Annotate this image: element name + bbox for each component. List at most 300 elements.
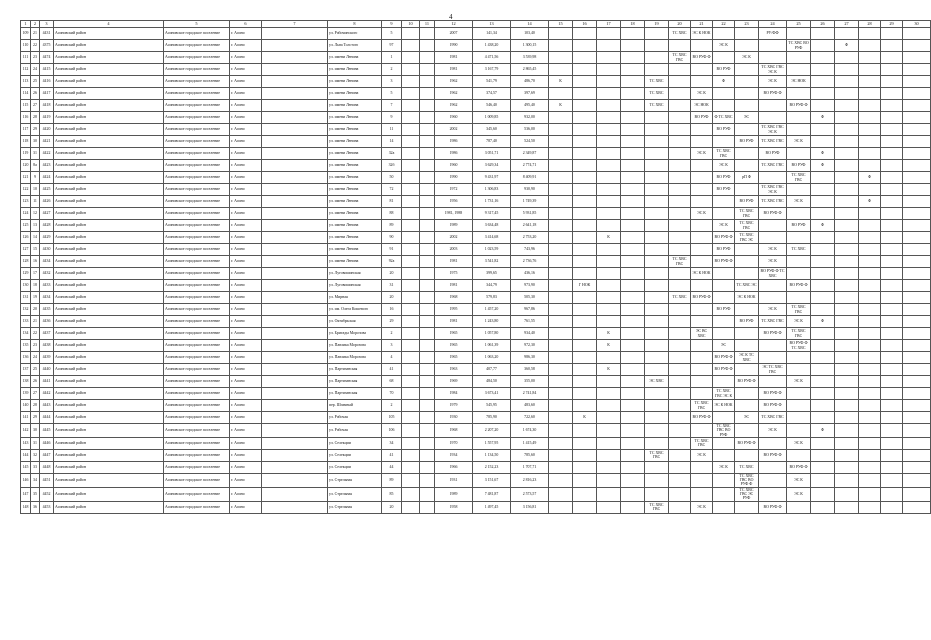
table-cell: Асиновский район — [54, 64, 164, 76]
table-cell: Асиновское городское поселение — [164, 220, 230, 232]
table-row — [21, 28, 931, 40]
table-cell — [573, 352, 597, 364]
table-cell — [262, 160, 328, 172]
table-cell — [835, 208, 859, 220]
table-cell: 89 — [382, 220, 402, 232]
table-cell — [573, 473, 597, 487]
table-cell: ТС ХВС ГВС — [759, 136, 787, 148]
table-cell — [645, 364, 669, 376]
table-cell: г. Асино — [230, 100, 262, 112]
table-cell — [597, 352, 621, 364]
table-cell: 3 541,82 — [473, 256, 511, 268]
table-cell: 2 — [382, 64, 402, 76]
table-cell: 4434 — [40, 292, 54, 304]
table-cell: 4431 — [40, 28, 54, 40]
table-cell: Асиновский район — [54, 160, 164, 172]
table-cell: 785,90 — [473, 412, 511, 424]
table-cell — [811, 501, 835, 513]
table-cell: 495,40 — [511, 100, 549, 112]
table-cell — [573, 100, 597, 112]
table-cell — [859, 437, 881, 449]
table-cell — [262, 28, 328, 40]
table-cell — [859, 136, 881, 148]
table-cell — [903, 112, 931, 124]
table-cell — [645, 148, 669, 160]
table-row — [21, 208, 931, 220]
table-cell — [420, 40, 435, 52]
table-cell: г. Асино — [230, 76, 262, 88]
table-cell — [420, 244, 435, 256]
table-cell: 4415 — [40, 64, 54, 76]
table-cell — [735, 40, 759, 52]
table-cell — [811, 52, 835, 64]
table-cell — [645, 220, 669, 232]
table-cell: Ф — [811, 112, 835, 124]
table-cell — [735, 328, 759, 340]
table-cell — [262, 501, 328, 513]
table-cell: Асиновское городское поселение — [164, 172, 230, 184]
table-cell: 2 — [382, 400, 402, 412]
table-cell: Асиновский район — [54, 340, 164, 352]
table-cell: 116 — [21, 112, 31, 124]
table-cell — [759, 292, 787, 304]
table-cell: Асиновский район — [54, 268, 164, 280]
table-cell — [262, 328, 328, 340]
table-cell: ЭС К — [787, 487, 811, 501]
table-cell — [835, 184, 859, 196]
table-cell — [735, 100, 759, 112]
table-cell — [881, 244, 903, 256]
table-cell — [262, 244, 328, 256]
table-cell: 1969 — [435, 376, 473, 388]
table-cell: Асиновский район — [54, 76, 164, 88]
table-cell: ЭС К — [713, 40, 735, 52]
table-cell — [549, 208, 573, 220]
table-cell — [713, 316, 735, 328]
table-cell — [691, 184, 713, 196]
table-cell — [881, 473, 903, 487]
column-number: 14 — [511, 21, 549, 28]
table-cell — [835, 412, 859, 424]
table-cell: 121 — [21, 172, 31, 184]
table-cell — [645, 256, 669, 268]
table-cell: ТС ХВС — [645, 88, 669, 100]
table-cell — [881, 124, 903, 136]
table-cell: г. Асино — [230, 112, 262, 124]
table-cell — [859, 220, 881, 232]
table-cell: 24 — [31, 64, 40, 76]
table-cell: г. Асино — [230, 232, 262, 244]
table-cell — [262, 112, 328, 124]
table-cell — [713, 88, 735, 100]
table-cell — [903, 196, 931, 208]
table-cell: ЭС — [713, 340, 735, 352]
table-cell: ВО РУФ — [713, 64, 735, 76]
table-cell — [621, 88, 645, 100]
table-cell — [573, 364, 597, 376]
table-cell: 1 300,15 — [511, 40, 549, 52]
table-cell: 147 — [21, 487, 31, 501]
table-cell: 505,30 — [511, 292, 549, 304]
table-cell: 26 — [31, 88, 40, 100]
table-cell — [262, 124, 328, 136]
table-cell — [549, 304, 573, 316]
table-cell: 4418 — [40, 100, 54, 112]
table-cell — [262, 400, 328, 412]
table-cell: 1 457,20 — [473, 304, 511, 316]
table-cell: ЭС ХВС — [645, 376, 669, 388]
table-cell — [735, 28, 759, 40]
table-row — [21, 52, 931, 64]
table-cell: Асиновский район — [54, 28, 164, 40]
table-cell: ЭС К — [735, 52, 759, 64]
table-cell: ЭС К — [787, 437, 811, 449]
table-cell — [669, 376, 691, 388]
table-cell — [735, 268, 759, 280]
table-row — [21, 160, 931, 172]
table-cell — [420, 148, 435, 160]
table-cell — [597, 501, 621, 513]
table-cell: 1981 — [435, 64, 473, 76]
table-cell — [669, 388, 691, 400]
table-cell — [713, 268, 735, 280]
table-cell — [402, 148, 420, 160]
table-cell — [549, 376, 573, 388]
table-cell — [669, 40, 691, 52]
table-cell — [262, 40, 328, 52]
table-cell — [597, 376, 621, 388]
table-cell: 125 — [21, 220, 31, 232]
table-cell — [691, 424, 713, 438]
table-cell — [420, 461, 435, 473]
table-cell: ВО РУФ Ф — [691, 412, 713, 424]
table-cell: г. Асино — [230, 424, 262, 438]
table-cell — [787, 124, 811, 136]
table-cell — [691, 172, 713, 184]
table-cell — [835, 376, 859, 388]
table-cell: Асиновский район — [54, 148, 164, 160]
table-cell — [903, 316, 931, 328]
table-cell — [881, 461, 903, 473]
table-cell: 1989 — [435, 487, 473, 501]
table-cell — [645, 232, 669, 244]
table-cell — [645, 316, 669, 328]
table-cell: ТС ХВС ГВС — [645, 449, 669, 461]
table-row — [21, 501, 931, 513]
table-cell — [669, 184, 691, 196]
table-cell — [713, 196, 735, 208]
table-cell — [787, 400, 811, 412]
table-cell: 34 — [31, 473, 40, 487]
table-cell — [262, 487, 328, 501]
table-cell: 4453 — [40, 501, 54, 513]
column-number: 10 — [402, 21, 420, 28]
table-cell — [903, 268, 931, 280]
table-cell: 10 — [31, 184, 40, 196]
table-cell: ул. Стрельная — [328, 501, 382, 513]
table-cell: г. Асино — [230, 136, 262, 148]
table-cell — [669, 364, 691, 376]
table-cell: ВО РУФ Ф — [759, 88, 787, 100]
table-cell: 3 539,98 — [511, 52, 549, 64]
table-cell: 973,90 — [511, 280, 549, 292]
table-cell — [597, 40, 621, 52]
table-cell — [420, 328, 435, 340]
table-cell — [835, 400, 859, 412]
table-cell: ЭС К — [759, 256, 787, 268]
table-cell — [549, 124, 573, 136]
table-cell: ВО РУФ Ф — [759, 449, 787, 461]
table-cell: ЭС К — [787, 316, 811, 328]
table-cell: 4433 — [40, 280, 54, 292]
table-cell — [402, 316, 420, 328]
table-cell: 20 — [382, 501, 402, 513]
table-cell — [420, 268, 435, 280]
table-cell: 4423 — [40, 160, 54, 172]
table-cell — [835, 501, 859, 513]
table-cell — [549, 184, 573, 196]
table-cell: ул. Партизанская — [328, 364, 382, 376]
table-cell: Ф — [713, 76, 735, 88]
table-cell — [811, 88, 835, 100]
table-cell: Асиновский район — [54, 501, 164, 513]
table-cell — [881, 268, 903, 280]
table-cell: ТС ХВС ГВС ЭС К — [759, 64, 787, 76]
table-row — [21, 449, 931, 461]
table-cell: 20 — [31, 304, 40, 316]
table-cell — [759, 172, 787, 184]
table-cell — [691, 304, 713, 316]
table-cell: г. Асино — [230, 88, 262, 100]
column-number: 1 — [21, 21, 31, 28]
table-cell: 1970 — [435, 437, 473, 449]
table-cell: Ф — [811, 316, 835, 328]
table-cell — [573, 52, 597, 64]
table-cell — [787, 412, 811, 424]
table-cell — [691, 376, 713, 388]
table-cell — [573, 196, 597, 208]
table-cell: ТС ХВС ГВС ЭС К — [759, 184, 787, 196]
table-cell: 546,40 — [473, 100, 511, 112]
table-cell: ул. Октябрьская — [328, 316, 382, 328]
table-cell — [573, 136, 597, 148]
table-cell: 11 — [31, 196, 40, 208]
table-cell: 1984 — [435, 388, 473, 400]
table-cell: Асиновское городское поселение — [164, 437, 230, 449]
table-cell: ул. Партизанская — [328, 388, 382, 400]
table-cell — [881, 304, 903, 316]
table-cell: 934,40 — [511, 328, 549, 340]
table-cell: ул. Бригады Морозова — [328, 328, 382, 340]
table-row — [21, 437, 931, 449]
table-cell: 36 — [31, 501, 40, 513]
table-row — [21, 124, 931, 136]
table-cell: 138 — [21, 376, 31, 388]
address-table — [20, 20, 931, 514]
table-cell: 7 481,87 — [473, 487, 511, 501]
table-cell: 1934 — [435, 449, 473, 461]
table-cell: 7 — [382, 100, 402, 112]
table-cell — [402, 501, 420, 513]
table-cell — [669, 208, 691, 220]
table-cell — [835, 388, 859, 400]
table-row — [21, 88, 931, 100]
table-cell: 123 — [21, 196, 31, 208]
table-cell — [787, 88, 811, 100]
table-cell: 144 — [21, 449, 31, 461]
table-cell: 115 — [21, 100, 31, 112]
table-cell: 140 — [21, 400, 31, 412]
table-cell — [262, 268, 328, 280]
table-cell — [903, 292, 931, 304]
table-cell: ВО РУФ Ф — [787, 280, 811, 292]
table-cell: 1963 — [435, 364, 473, 376]
table-cell — [420, 232, 435, 244]
table-cell — [573, 88, 597, 100]
table-cell: г. Асино — [230, 487, 262, 501]
table-cell: 4426 — [40, 196, 54, 208]
table-cell — [402, 449, 420, 461]
table-cell — [621, 437, 645, 449]
table-cell: 1 023,59 — [473, 244, 511, 256]
table-cell: Асиновский район — [54, 220, 164, 232]
table-cell: пер. Шпачный — [328, 400, 382, 412]
table-cell — [402, 487, 420, 501]
table-cell — [262, 292, 328, 304]
table-cell: Асиновское городское поселение — [164, 136, 230, 148]
table-cell — [691, 364, 713, 376]
table-cell: г. Асино — [230, 364, 262, 376]
table-cell — [811, 184, 835, 196]
table-cell — [811, 328, 835, 340]
table-cell — [645, 136, 669, 148]
table-row — [21, 76, 931, 88]
table-cell: 1986 — [435, 136, 473, 148]
table-cell — [597, 304, 621, 316]
table-cell: ТС ХВС — [645, 76, 669, 88]
table-row — [21, 256, 931, 268]
table-cell: Асиновское городское поселение — [164, 40, 230, 52]
table-cell: ВО РУФ Ф — [735, 376, 759, 388]
table-cell: ВО РУФ — [713, 304, 735, 316]
table-cell: 4452 — [40, 487, 54, 501]
table-cell: 1962 — [435, 100, 473, 112]
table-cell: 2 349,87 — [511, 148, 549, 160]
table-cell — [573, 28, 597, 40]
table-cell — [621, 473, 645, 487]
column-number: 19 — [645, 21, 669, 28]
table-cell — [645, 412, 669, 424]
table-cell: ул. имени Ленина — [328, 160, 382, 172]
table-cell — [573, 256, 597, 268]
table-cell — [402, 220, 420, 232]
table-cell — [262, 364, 328, 376]
table-cell: 1981 — [435, 52, 473, 64]
table-cell: Асиновский район — [54, 316, 164, 328]
table-cell — [621, 160, 645, 172]
table-cell — [691, 232, 713, 244]
table-cell — [691, 136, 713, 148]
table-cell — [787, 28, 811, 40]
table-cell: 4432 — [40, 268, 54, 280]
table-cell — [735, 160, 759, 172]
table-cell: 3 156,81 — [511, 501, 549, 513]
table-cell: 524,50 — [511, 136, 549, 148]
table-cell — [835, 256, 859, 268]
table-cell: ЭС К НОК — [691, 28, 713, 40]
table-cell: г. Асино — [230, 388, 262, 400]
table-cell — [621, 256, 645, 268]
table-cell — [859, 112, 881, 124]
table-cell: Асиновский район — [54, 328, 164, 340]
table-cell: Асиновский район — [54, 100, 164, 112]
table-cell: ТС ХВС ГВС — [669, 52, 691, 64]
table-cell — [597, 316, 621, 328]
table-cell — [881, 160, 903, 172]
table-cell — [549, 449, 573, 461]
table-cell — [835, 148, 859, 160]
table-cell: 2002 — [435, 124, 473, 136]
table-cell: 27 — [31, 100, 40, 112]
table-cell: Асиновское городское поселение — [164, 112, 230, 124]
table-cell — [262, 232, 328, 244]
table-cell — [621, 40, 645, 52]
table-cell — [903, 340, 931, 352]
table-cell: ВО РУФ — [735, 136, 759, 148]
table-cell — [903, 28, 931, 40]
table-cell: г. Асино — [230, 256, 262, 268]
table-cell — [811, 400, 835, 412]
table-cell — [420, 304, 435, 316]
table-cell — [621, 292, 645, 304]
table-cell — [573, 501, 597, 513]
table-cell — [669, 268, 691, 280]
table-cell — [573, 449, 597, 461]
table-cell: ЭС НОК — [691, 100, 713, 112]
table-cell: Асиновский район — [54, 184, 164, 196]
table-cell: 1968 — [435, 424, 473, 438]
table-cell: г. Асино — [230, 352, 262, 364]
table-cell — [811, 292, 835, 304]
table-cell — [621, 400, 645, 412]
table-cell — [549, 328, 573, 340]
table-cell — [262, 256, 328, 268]
table-cell — [713, 136, 735, 148]
table-cell — [621, 487, 645, 501]
table-cell: 1986 — [435, 148, 473, 160]
table-cell — [881, 316, 903, 328]
table-cell: ул. Луговошинская — [328, 268, 382, 280]
table-cell — [903, 424, 931, 438]
table-cell — [735, 388, 759, 400]
table-cell — [645, 292, 669, 304]
table-cell — [420, 280, 435, 292]
table-cell: 2002 — [435, 232, 473, 244]
table-cell — [597, 268, 621, 280]
table-cell: Асиновское городское поселение — [164, 292, 230, 304]
table-cell — [262, 304, 328, 316]
table-cell — [402, 40, 420, 52]
table-cell — [835, 340, 859, 352]
table-cell: 31 — [31, 437, 40, 449]
table-cell — [903, 376, 931, 388]
table-cell: ЭС К — [713, 220, 735, 232]
table-cell — [859, 340, 881, 352]
table-cell — [811, 268, 835, 280]
table-cell: 85 — [382, 487, 402, 501]
table-cell — [903, 400, 931, 412]
table-cell — [645, 52, 669, 64]
